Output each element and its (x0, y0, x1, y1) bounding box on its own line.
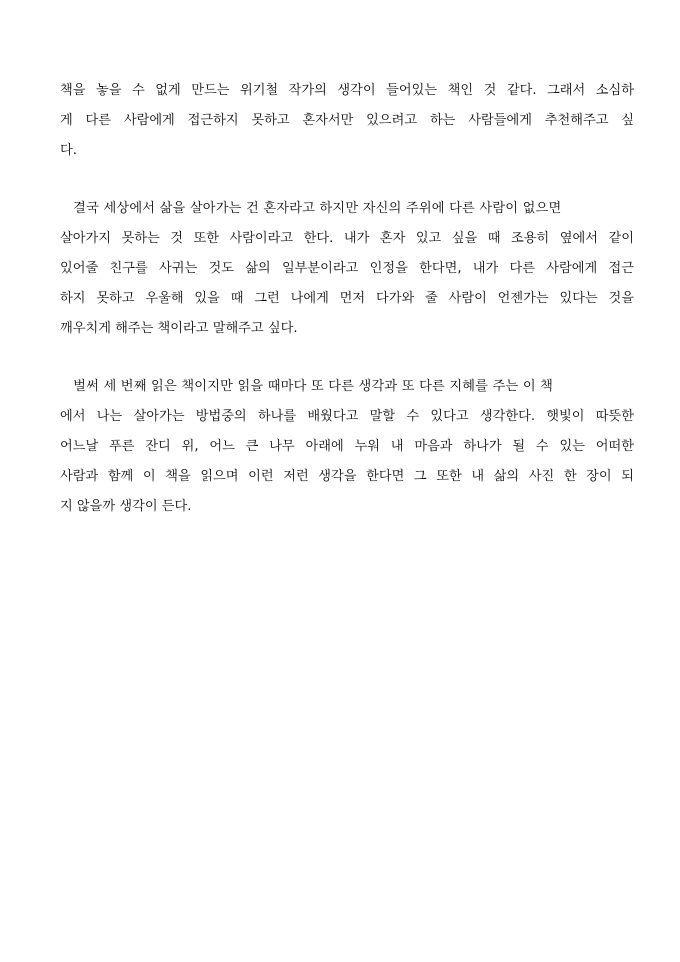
text-line: 살아가지 못하는 것 또한 사람이라고 한다. 내가 혼자 있고 싶을 때 조용히 옆에서 같이 (60, 231, 634, 246)
text-line: 게 다른 사람에게 접근하지 못하고 혼자서만 있으려고 하는 사람들에게 추천해주고 싶 (60, 113, 634, 128)
text-line: 깨우치게 해주는 책이라고 말해주고 싶다. (60, 321, 298, 336)
text-line: 지 않을까 생각이 든다. (60, 499, 192, 514)
text-line: 다. (60, 143, 77, 158)
paragraph-2 (60, 194, 634, 344)
text-line: 하지 못하고 우울해 있을 때 그런 나에게 먼저 다가와 줄 사람이 언젠가는 있다는 것을 (60, 291, 634, 306)
document-page (60, 76, 634, 522)
paragraph-3 (60, 372, 634, 522)
text-line: 사람과 함께 이 책을 읽으며 이런 저런 생각을 한다면 그 또한 내 삶의 사진 한 장이 되 (60, 469, 634, 484)
text-line: 에서 나는 살아가는 방법중의 하나를 배웠다고 말할 수 있다고 생각한다. 햇빛이 따뜻한 (60, 409, 634, 424)
text-line: 결국 세상에서 삶을 살아가는 건 혼자라고 하지만 자신의 주위에 다른 사람이 없으면 (60, 201, 562, 216)
text-line: 있어줄 친구를 사귀는 것도 삶의 일부분이라고 인정을 한다면, 내가 다른 사람에게 접근 (60, 261, 634, 276)
text-line: 책을 놓을 수 없게 만드는 위기철 작가의 생각이 들어있는 책인 것 같다. 그래서 소심하 (60, 83, 634, 98)
paragraph-1 (60, 76, 634, 166)
text-line: 어느날 푸른 잔디 위, 어느 큰 나무 아래에 누워 내 마음과 하나가 될 수 있는 어떠한 (60, 439, 634, 454)
text-line: 벌써 세 번째 읽은 책이지만 읽을 때마다 또 다른 생각과 또 다른 지혜를 주는 이 책 (60, 379, 554, 394)
